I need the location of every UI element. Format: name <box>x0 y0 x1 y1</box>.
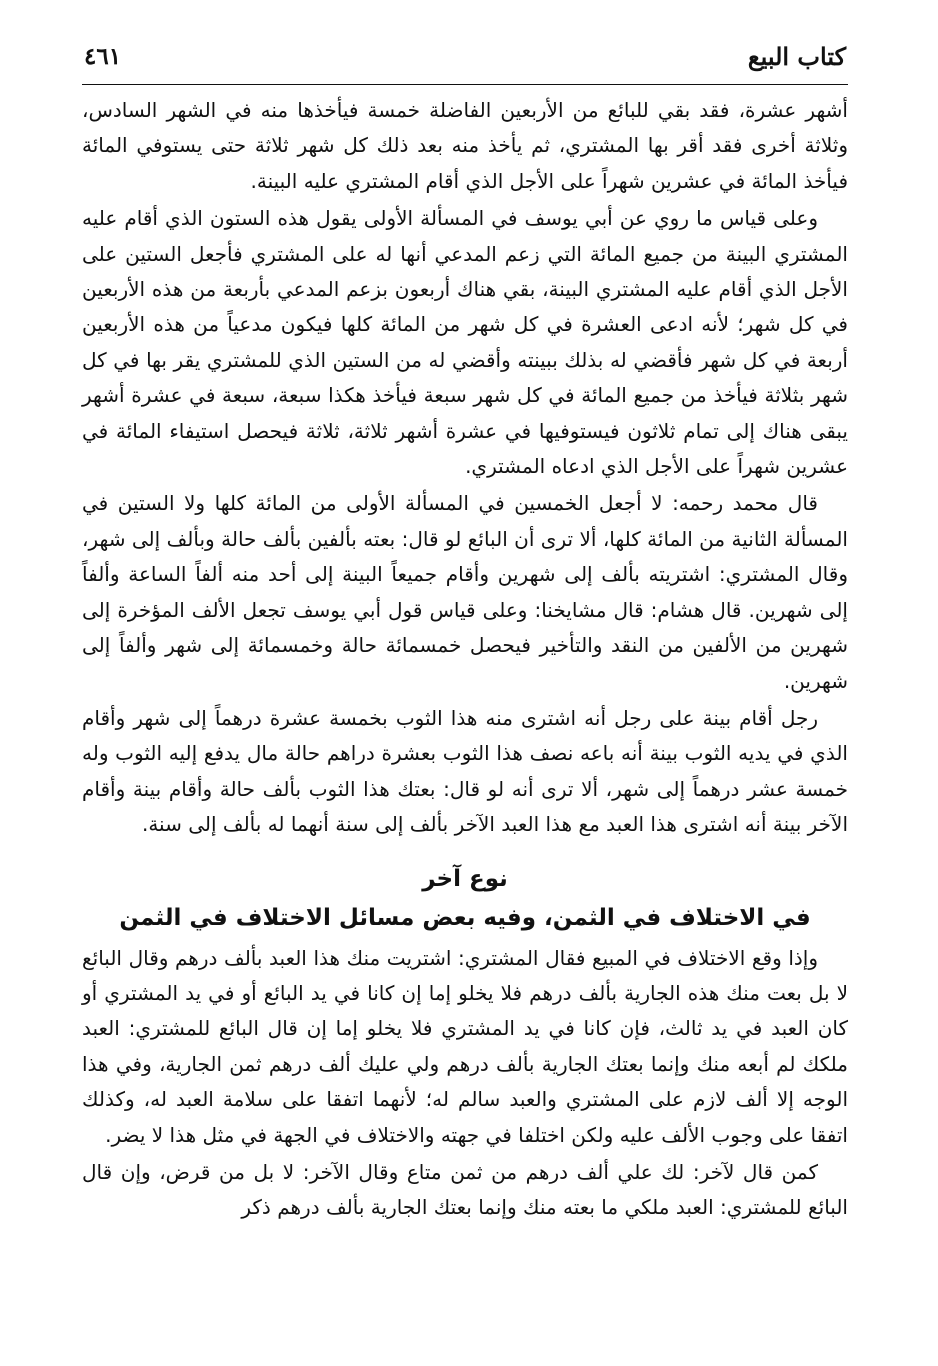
paragraph-4: رجل أقام بينة على رجل أنه اشترى منه هذا الثوب بخمسة عشرة درهماً إلى شهر وأقام الذي في يديه الثوب بينة أنه باعه نصف هذا الثوب بعشرة دراهم حالة مال يدفع إليه الثوب وله خمسة عشر درهماً إلى شهر، ألا ترى أنه لو قال: بعتك هذا الثوب بألف حالة وأقام بينة وأقام الآخر بينة أنه اشترى هذا العبد مع هذا العبد الآخر بألف إلى سنة أنهما له بألف إلى سنة. <box>82 705 848 837</box>
paragraph-3: قال محمد رحمه: لا أجعل الخمسين في المسألة الأولى من المائة كلها ولا الستين في المسألة الثانية من المائة كلها، ألا ترى أن البائع لو قال: بعته بألفين بألف حالة وبألف إلى شهر، وقال المشتري: اشتريته بألف إلى شهرين وأقام جميعاً البينة إلى أحد منه ألفاً الساعة وألفاً إلى شهرين. قال هشام: قال مشايخنا: وعلى قياس قول أبي يوسف تجعل الألف المؤخرة إلى شهرين من الألفين من النقد والتأخير فيحصل خمسمائة حالة وخمسمائة إلى شهر وألفاً إلى شهرين. <box>82 491 848 693</box>
section-subheading: في الاختلاف في الثمن، وفيه بعض مسائل الاختلاف في الثمن <box>119 904 811 931</box>
paragraph-5: وإذا وقع الاختلاف في المبيع فقال المشتري: اشتريت منك هذا العبد بألف درهم وقال البائع لا بل بعت منك هذه الجارية بألف درهم فلا يخلو إما إن كانا في يد البائع أو في يد المشتري أو كان العبد في يد ثالث، فإن كانا في يد المشتري فلا يخلو إما إن قال البائع للمشتري: العبد ملكك لم أبعه منك وإنما بعتك الجارية بألف درهم ولي عليك ألف درهم ثمن الجارية، وفي هذا الوجه إلا ألف لازم على المشتري والعبد سالم له؛ لأنهما اتفقا على سلامة العبد له، وكذلك اتفقا على وجوب الألف عليه ولكن اختلفا في جهته والاختلاف في الجهة في مثل هذا لا يضر. <box>82 945 848 1147</box>
running-head <box>84 32 846 80</box>
paragraph-2: وعلى قياس ما روي عن أبي يوسف في المسألة الأولى يقول هذه الستون الذي أقام عليه المشتري البينة من جميع المائة التي زعم المدعي أنها له على المشتري فأجعل الستين على الأجل الذي أقام عليه المشتري البينة، بقي هناك أربعون بزعم المدعي بأربعة من هذه الأربعين في كل شهر؛ لأنه ادعى العشرة في كل شهر من المائة كلها فيكون مدعياً من هذه الأربعين أربعة في كل شهر فأقضي له بذلك ببينته وأقضي له من الستين الذي للمشتري يقر بها في كل شهر بثلاثة فيأخذ من جميع المائة في كل شهر سبعة فيأخذ هكذا سبعة، سبعة في عشرة أشهر يبقى هناك إلى تمام ثلاثون فيستوفيها في عشرة أشهر ثلاثة، ثلاثة فيحصل استيفاء المائة في عشرين شهراً على الأجل الذي ادعاه المشتري. <box>82 206 848 479</box>
book-title: كتاب البيع <box>747 41 846 71</box>
paragraph-6: كمن قال لآخر: لك علي ألف درهم من ثمن متاع وقال الآخر: لا بل من قرض، وإن قال البائع للمشتري: العبد ملكي ما بعته منك وإنما بعتك الجارية بألف درهم ذكر <box>82 1159 848 1220</box>
page-number: ٤٦١ <box>84 42 122 70</box>
section-heading: نوع آخر <box>422 865 508 892</box>
body-text <box>82 93 848 1226</box>
header-rule <box>82 84 848 85</box>
paragraph-1: أشهر عشرة، فقد بقي للبائع من الأربعين الفاضلة خمسة فيأخذها منه في الشهر السادس، وثلاثة أخرى فقد أقر بها المشتري، ثم يأخذ منه بعد ذلك كل شهر ثلاثة حتى يستوفي المائة فيأخذ المائة في عشرين شهراً على الأجل الذي أقام المشتري عليه البينة. <box>82 98 848 193</box>
